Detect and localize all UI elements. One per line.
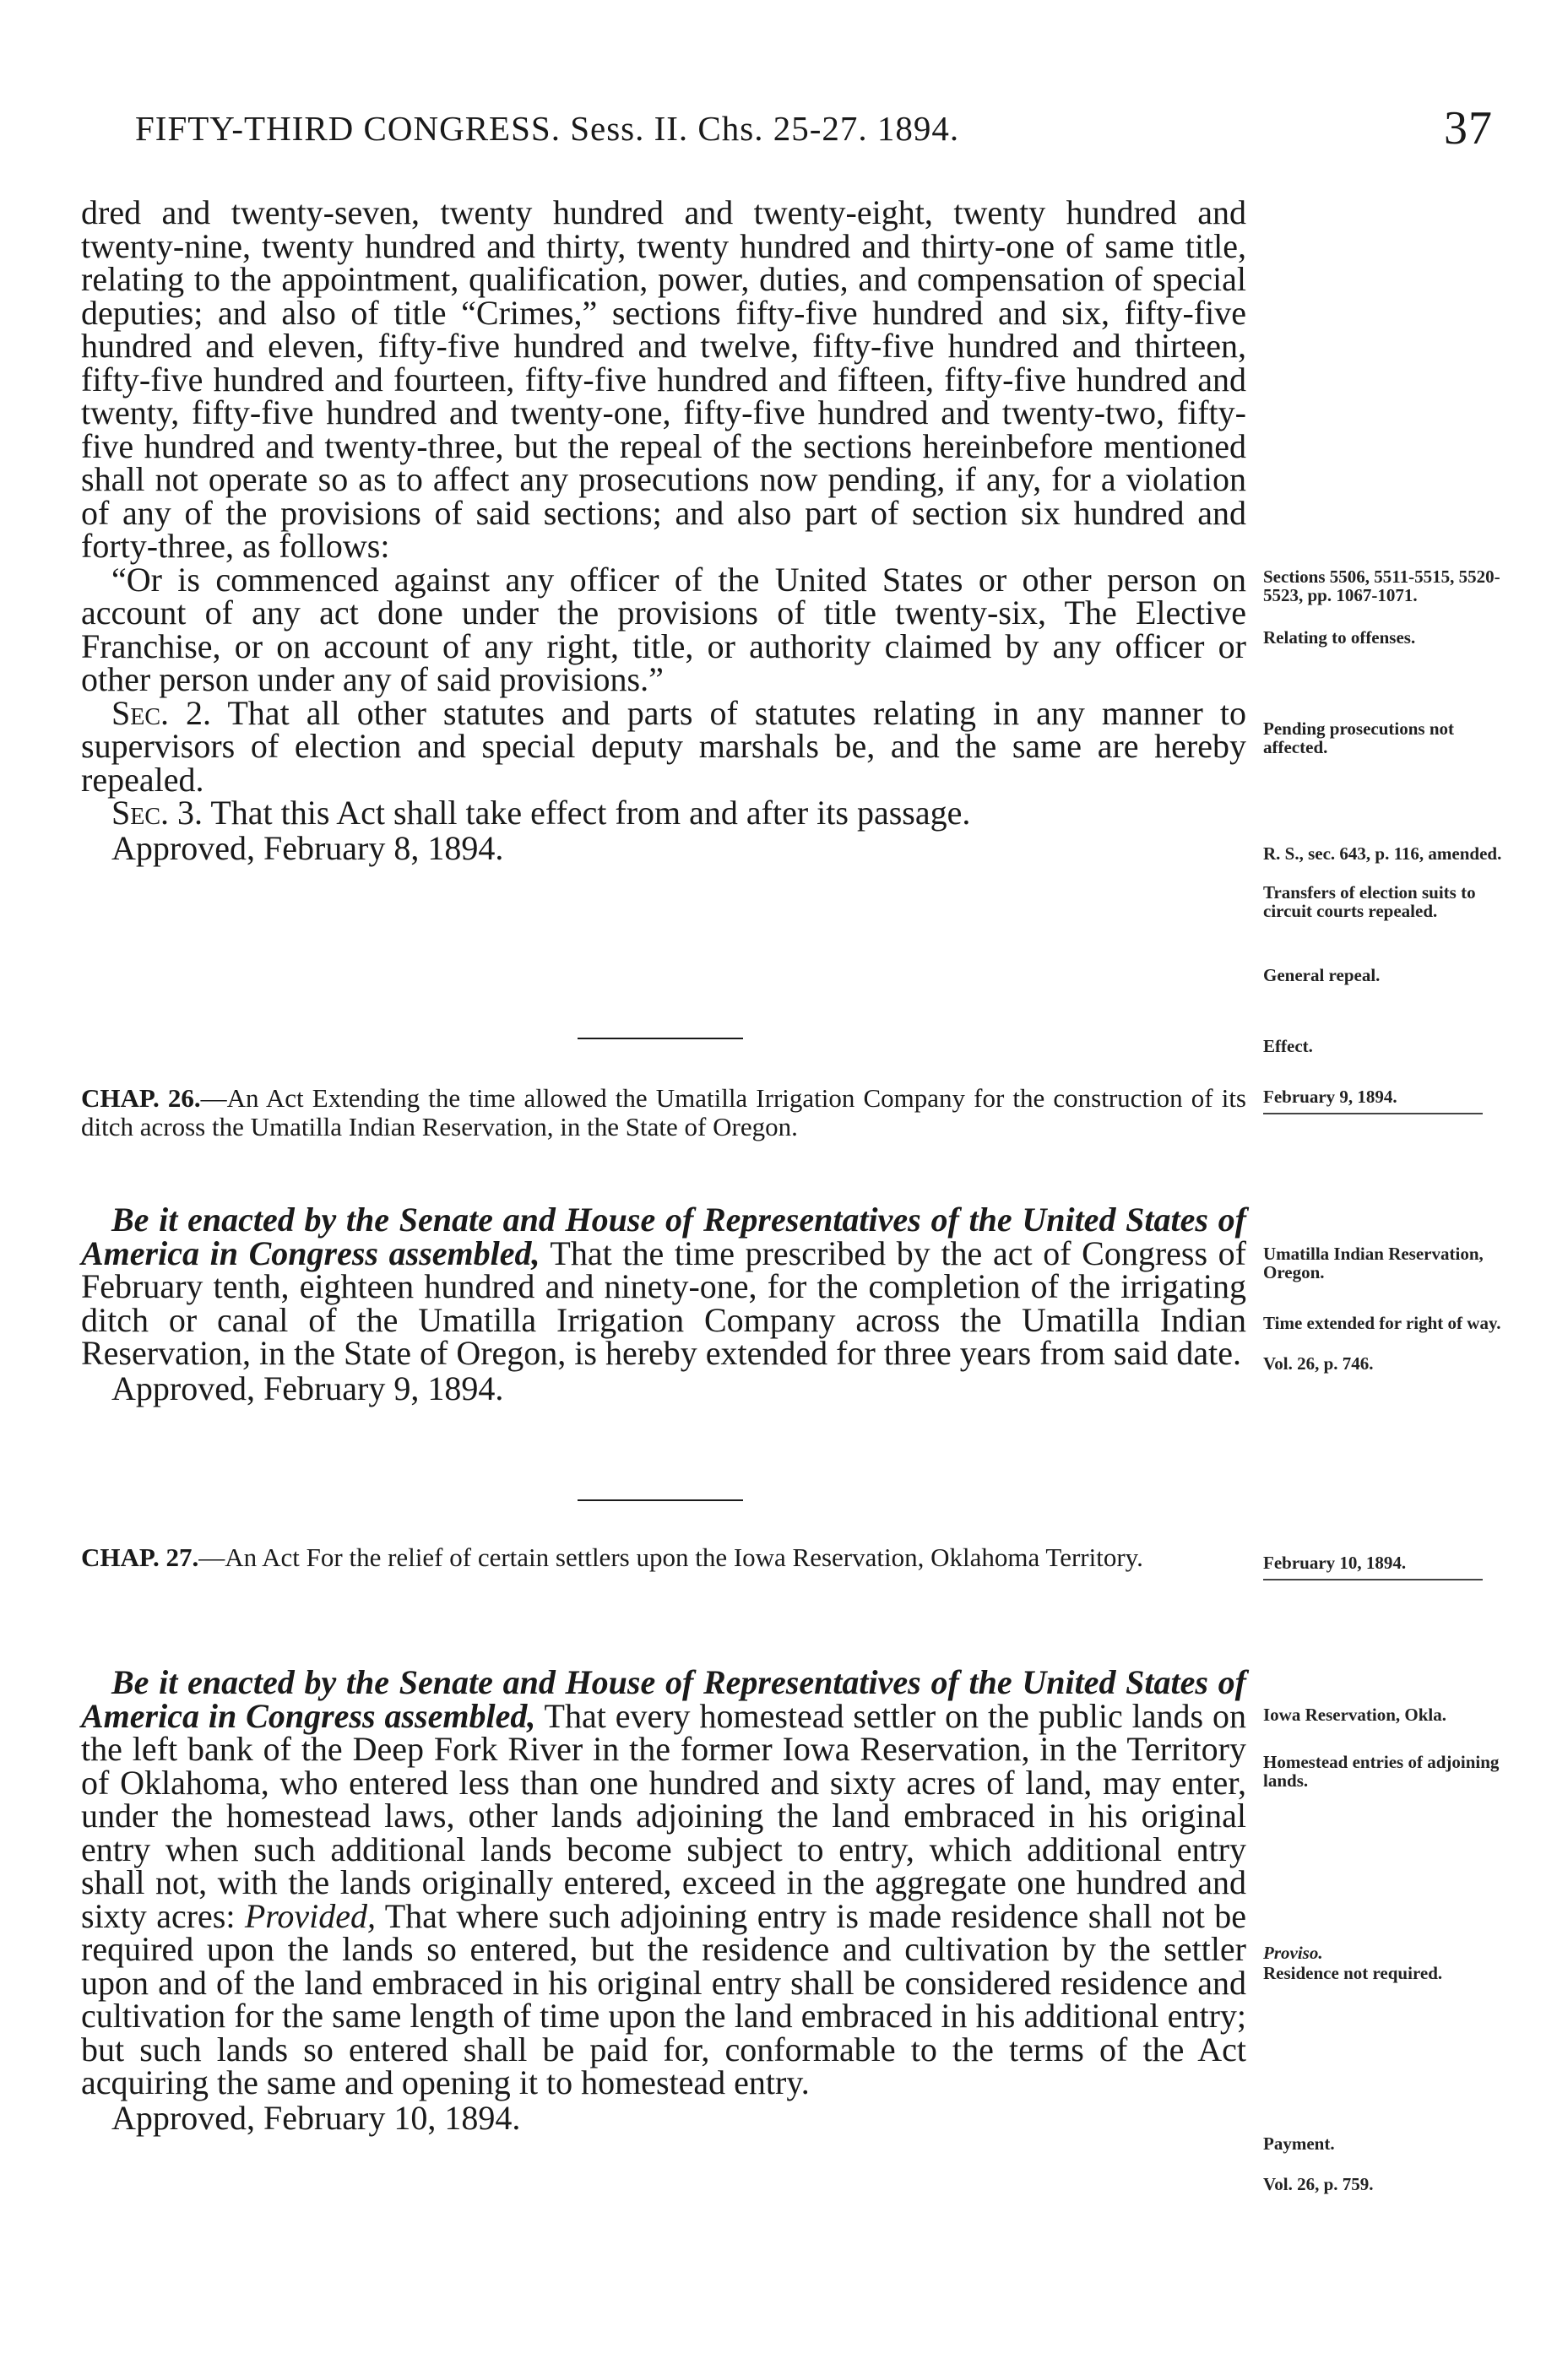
chapter-27-body bbox=[81, 1663, 1247, 2137]
margin-note-relating: Relating to offenses. bbox=[1263, 627, 1416, 648]
margin-note-vol-26-746: Vol. 26, p. 746. bbox=[1263, 1353, 1374, 1374]
chapter-27-title bbox=[81, 1543, 1246, 1572]
margin-date-chap-26: February 9, 1894. bbox=[1263, 1087, 1483, 1114]
margin-note-rs: R. S., sec. 643, p. 116, amended. bbox=[1263, 843, 1502, 864]
running-head bbox=[135, 102, 1493, 159]
margin-note-proviso: Proviso. bbox=[1263, 1943, 1323, 1963]
chapter-26-title-text: —An Act Extending the time allowed the Umatilla Irrigation Company for the construction of its ditch across the Umatilla Indian Reservation, in the State of Oregon. bbox=[81, 1083, 1246, 1141]
margin-note-iowa: Iowa Reservation, Okla. bbox=[1263, 1705, 1446, 1725]
page-number: 37 bbox=[1444, 102, 1493, 155]
section-divider bbox=[578, 1038, 743, 1039]
margin-note-transfers: Transfers of election suits to circuit courts repealed. bbox=[1263, 882, 1476, 921]
quoted-section: “Or is commenced against any officer of the United States or other person on account of any act done under the provisions of title twenty-six, The Elective Franchise, or on account of any right, title, or authority claimed by any officer or other person under any of said provisions.” bbox=[81, 560, 1246, 698]
chapter-25-continuation bbox=[81, 193, 1247, 867]
chapter-26-body bbox=[81, 1203, 1246, 1405]
margin-note-effect: Effect. bbox=[1263, 1036, 1313, 1056]
chapter-26-label: CHAP. 26. bbox=[81, 1083, 201, 1113]
approved-feb-10: Approved, February 10, 1894. bbox=[111, 2098, 521, 2137]
margin-note-general-repeal: General repeal. bbox=[1263, 965, 1381, 985]
section-2-text: That all other statutes and parts of statutes relating in any manner to supervisors of election and special deputy marshals be, and the same are hereby repealed. bbox=[81, 693, 1247, 799]
chapter-26-heading bbox=[81, 1084, 1246, 1141]
margin-note-time-extended: Time extended for right of way. bbox=[1263, 1313, 1501, 1333]
margin-date-chap-27: February 10, 1894. bbox=[1263, 1553, 1483, 1580]
margin-note-payment: Payment. bbox=[1263, 2133, 1335, 2154]
continuation-paragraph: dred and twenty-seven, twenty hundred and twenty-eight, twenty hundred and twenty-nine, twenty hundred and thirty, twenty hundred and thirty-one of same title, relating to the appointment, qualification, power, duties, and compensation of special deputies; and also of title “Crimes,” sections fifty-five hundred and six, fifty-five hundred and eleven, fifty-five hundred and twelve, fifty-five hundred and thirteen, fifty-five hundred and fourteen, fifty-five hundred and fifteen, fifty-five hundred and twenty, fifty-five hundred and twenty-one, fifty-five hundred and twenty-two, fifty-five hundred and twenty-three, but the repeal of the sections hereinbefore mentioned shall not operate so as to affect any prosecutions now pending, if any, for a violation of any of the provisions of said sections; and also part of section six hundred and forty-three, as follows: bbox=[81, 193, 1246, 565]
approved-feb-8: Approved, February 8, 1894. bbox=[111, 828, 504, 867]
section-2-label: Sec. 2. bbox=[111, 693, 212, 732]
margin-note-sections: Sections 5506, 5511-5515, 5520-5523, pp. 1067-1071. bbox=[1263, 567, 1500, 605]
margin-note-vol-26-759: Vol. 26, p. 759. bbox=[1263, 2174, 1374, 2194]
section-3-label: Sec. 3. bbox=[111, 794, 203, 832]
chapter-27-enactment bbox=[81, 1663, 1247, 2101]
enacting-clause: Be it enacted by the Senate and House of Representatives of the United States of America in Congress assembled, bbox=[81, 1663, 1246, 1735]
margin-note-homestead: Homestead entries of adjoining lands. bbox=[1263, 1752, 1500, 1791]
chapter-27-title-text: —An Act For the relief of certain settlers upon the Iowa Reservation, Oklahoma Territory. bbox=[198, 1542, 1143, 1572]
enacting-clause: Be it enacted by the Senate and House of Representatives of the United States of America in Congress assembled, bbox=[81, 1201, 1246, 1272]
chapter-27-text-b: That where such adjoining entry is made residence shall not be required upon the lands so entered, but the residence and cultivation by the settler upon and of the land embraced in his original entry shall be considered residence and cultivation for the same length of time upon the land embraced in his additional entry; but such lands so entered shall be paid for, conformable to the terms of the Act acquiring the same and opening it to homestead entry. bbox=[81, 1896, 1247, 2101]
margin-note-pending: Pending prosecutions not affected. bbox=[1263, 718, 1454, 757]
chapter-26-text: That the time prescribed by the act of Congress of February tenth, eighteen hundred and ninety-one, for the completion of the irrigating ditch or canal of the Umatilla Irrigation Company across the Umatilla Indian Reservation, in the State of Oregon, is hereby extended for three years from said date. bbox=[81, 1233, 1247, 1372]
chapter-27-text-a: That every homestead settler on the public lands on the left bank of the Deep Fork River in the former Iowa Reservation, in the Territory of Oklahoma, who entered less than one hundred and sixty acres of land, may enter, under the homestead laws, other lands adjoining the land embraced in his original entry when such additional lands become subject to entry, which additional entry shall not, with the lands originally entered, exceed in the aggregate one hundred and sixty acres: bbox=[81, 1696, 1246, 1935]
section-2 bbox=[81, 693, 1247, 799]
section-3-text: That this Act shall take effect from and after its passage. bbox=[210, 794, 971, 832]
chapter-27-heading bbox=[81, 1543, 1246, 1572]
chapter-27-label: CHAP. 27. bbox=[81, 1542, 199, 1572]
proviso-word: Provided, bbox=[244, 1896, 376, 1935]
running-title: FIFTY-THIRD CONGRESS. Sess. II. Chs. 25-27. 1894. bbox=[135, 109, 960, 148]
section-divider bbox=[578, 1499, 743, 1501]
approved-feb-9: Approved, February 9, 1894. bbox=[111, 1369, 504, 1407]
section-3 bbox=[81, 796, 1246, 830]
chapter-26-enactment bbox=[81, 1203, 1246, 1370]
chapter-26-title bbox=[81, 1084, 1246, 1141]
margin-note-umatilla: Umatilla Indian Reservation, Oregon. bbox=[1263, 1244, 1484, 1282]
margin-note-residence: Residence not required. bbox=[1263, 1963, 1443, 1983]
